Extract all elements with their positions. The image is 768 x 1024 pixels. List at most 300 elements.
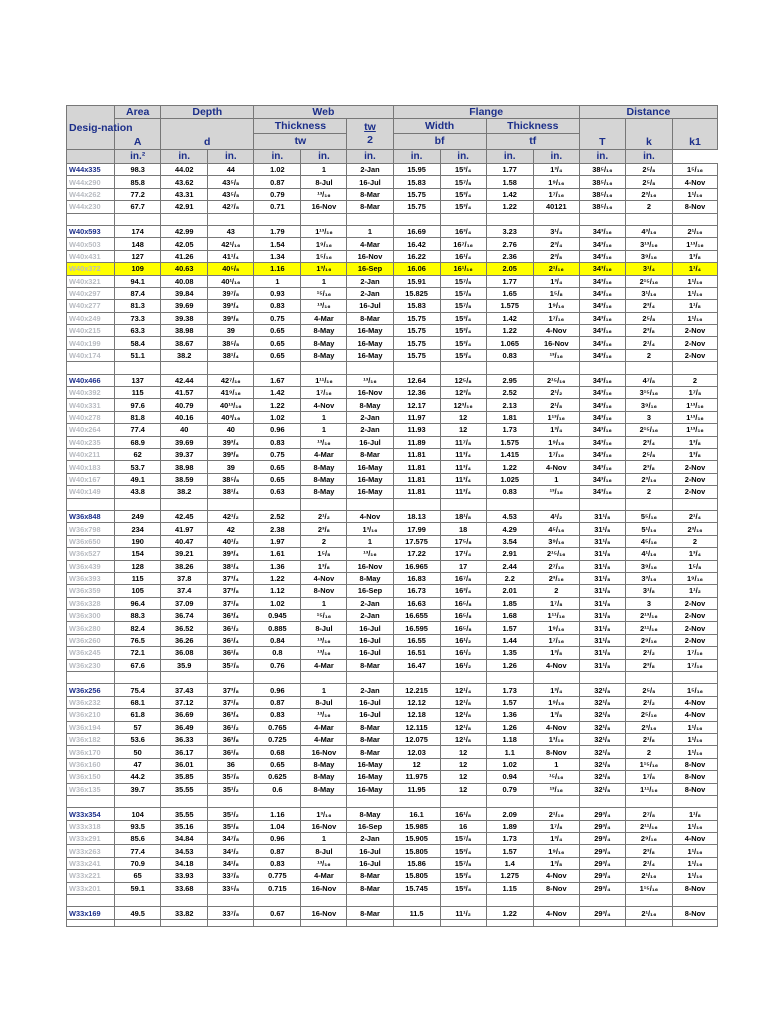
designation-cell: W40x297: [67, 287, 115, 299]
value-cell: 1³/₈: [533, 647, 579, 659]
table-row: [67, 907, 718, 919]
value-cell: 16-Nov: [301, 907, 347, 919]
value-cell: 36.01: [161, 758, 208, 770]
value-cell: 4¹/₂: [533, 510, 579, 522]
value-cell: 16.47: [393, 659, 440, 671]
value-cell: 39: [208, 461, 254, 473]
value-cell: 16-May: [347, 486, 393, 498]
empty-cell: [161, 895, 208, 907]
value-cell: 148: [115, 238, 161, 250]
value-cell: 4.29: [486, 523, 533, 535]
value-cell: 16¹/₄: [440, 250, 486, 262]
value-cell: 2⁷/₈: [625, 808, 672, 820]
value-cell: 2-Jan: [347, 833, 393, 845]
value-cell: 0.63: [254, 486, 301, 498]
designation-cell: W40x503: [67, 238, 115, 250]
designation-cell: W36x260: [67, 634, 115, 646]
value-cell: 2: [672, 374, 717, 386]
designation-cell: W40x431: [67, 250, 115, 262]
empty-cell: [393, 795, 440, 807]
value-cell: 0.87: [254, 845, 301, 857]
value-cell: 8-Nov: [672, 882, 717, 894]
empty-cell: [347, 498, 393, 510]
empty-cell: [208, 895, 254, 907]
value-cell: 1.04: [254, 820, 301, 832]
value-cell: 77.2: [115, 188, 161, 200]
value-cell: 1¹/₈: [672, 808, 717, 820]
value-cell: 2¹/₄: [625, 337, 672, 349]
value-cell: ¹³/₁₆: [301, 634, 347, 646]
value-cell: 8-May: [301, 337, 347, 349]
value-cell: 36: [208, 758, 254, 770]
value-cell: 36³/₄: [208, 610, 254, 622]
value-cell: 8-Jul: [301, 622, 347, 634]
empty-cell: [440, 795, 486, 807]
empty-cell: [208, 795, 254, 807]
value-cell: 16-May: [347, 349, 393, 361]
value-cell: 1.36: [254, 560, 301, 572]
value-cell: 32¹/₈: [579, 783, 625, 795]
designation-cell: W36x135: [67, 783, 115, 795]
value-cell: 1: [301, 684, 347, 696]
value-cell: 31¹/₈: [579, 510, 625, 522]
value-cell: 34³/₁₆: [579, 225, 625, 237]
value-cell: 11.95: [393, 783, 440, 795]
value-cell: 1¹³/₁₆: [672, 411, 717, 423]
empty-cell: [533, 213, 579, 225]
empty-cell: [579, 895, 625, 907]
designation-cell: W36x230: [67, 659, 115, 671]
value-cell: 16: [440, 820, 486, 832]
value-cell: 1: [301, 597, 347, 609]
value-cell: 0.71: [254, 201, 301, 213]
empty-cell: [115, 919, 161, 926]
spacer-row: [67, 213, 718, 225]
empty-cell: [625, 213, 672, 225]
value-cell: 15.75: [393, 325, 440, 337]
value-cell: 16-Jul: [347, 845, 393, 857]
value-cell: 4-Nov: [533, 325, 579, 337]
value-cell: 1⁷/₁₆: [533, 188, 579, 200]
empty-cell: [440, 672, 486, 684]
value-cell: 1.16: [254, 263, 301, 275]
value-cell: 16⁵/₈: [440, 597, 486, 609]
empty-cell: [486, 213, 533, 225]
table-row: [67, 387, 718, 399]
value-cell: 12.215: [393, 684, 440, 696]
value-cell: 81.3: [115, 300, 161, 312]
units-blank-cell: [67, 150, 115, 164]
value-cell: 3: [625, 597, 672, 609]
empty-cell: [486, 672, 533, 684]
value-cell: 3¹³/₁₆: [625, 238, 672, 250]
value-cell: 29³/₄: [579, 857, 625, 869]
value-cell: 16⁷/₁₆: [440, 238, 486, 250]
designation-cell: W36x798: [67, 523, 115, 535]
empty-cell: [254, 362, 301, 374]
empty-cell: [672, 795, 717, 807]
value-cell: 11.975: [393, 771, 440, 783]
value-cell: 16-Nov: [533, 337, 579, 349]
value-cell: 1¹/₁₆: [672, 746, 717, 758]
value-cell: 33⁵/₈: [208, 882, 254, 894]
value-cell: 2-Nov: [672, 325, 717, 337]
value-cell: 8-May: [301, 461, 347, 473]
value-cell: 2³/₁₆: [672, 523, 717, 535]
table-row: [67, 634, 718, 646]
value-cell: 16.06: [393, 263, 440, 275]
value-cell: 18.13: [393, 510, 440, 522]
value-cell: 1.18: [486, 733, 533, 745]
value-cell: 12³/₁₆: [440, 399, 486, 411]
value-cell: 0.775: [254, 870, 301, 882]
value-cell: 36³/₈: [208, 733, 254, 745]
value-cell: 8-Mar: [347, 721, 393, 733]
value-cell: 1⁹/₁₆: [533, 176, 579, 188]
units-row: [67, 150, 718, 164]
value-cell: 1.73: [486, 833, 533, 845]
value-cell: 1: [301, 411, 347, 423]
value-cell: 31¹/₈: [579, 634, 625, 646]
value-cell: 34³/₁₆: [579, 473, 625, 485]
table-row: [67, 610, 718, 622]
empty-cell: [579, 795, 625, 807]
value-cell: 4-Nov: [301, 572, 347, 584]
value-cell: 34³/₁₆: [579, 424, 625, 436]
value-cell: 1³/₈: [672, 250, 717, 262]
value-cell: 1.22: [486, 907, 533, 919]
value-cell: 12¹/₈: [440, 709, 486, 721]
empty-cell: [533, 795, 579, 807]
table-row: [67, 845, 718, 857]
value-cell: 94.1: [115, 275, 161, 287]
value-cell: 3¹⁵/₁₆: [625, 387, 672, 399]
value-cell: 1¹¹/₁₆: [625, 783, 672, 795]
value-cell: 0.625: [254, 771, 301, 783]
value-cell: 50: [115, 746, 161, 758]
value-cell: 16.55: [393, 634, 440, 646]
value-cell: 39.69: [161, 436, 208, 448]
empty-cell: [347, 795, 393, 807]
value-cell: 105: [115, 585, 161, 597]
value-cell: 115: [115, 572, 161, 584]
value-cell: 2.36: [486, 250, 533, 262]
empty-cell: [115, 498, 161, 510]
value-cell: 1: [301, 424, 347, 436]
value-cell: 12: [440, 771, 486, 783]
value-cell: 35⁷/₈: [208, 659, 254, 671]
value-cell: 1³/₁₆: [347, 523, 393, 535]
value-cell: 40.16: [161, 411, 208, 423]
value-cell: 49.5: [115, 907, 161, 919]
table-row: [67, 399, 718, 411]
value-cell: 4.53: [486, 510, 533, 522]
value-cell: 1.02: [254, 411, 301, 423]
empty-cell: [625, 919, 672, 926]
value-cell: 40: [208, 424, 254, 436]
value-cell: 34.84: [161, 833, 208, 845]
value-cell: 73.3: [115, 312, 161, 324]
value-cell: 0.96: [254, 424, 301, 436]
designation-cell: W40x277: [67, 300, 115, 312]
value-cell: 32¹/₈: [579, 721, 625, 733]
value-cell: 1.12: [254, 585, 301, 597]
value-cell: 59.1: [115, 882, 161, 894]
value-cell: 34³/₁₆: [579, 238, 625, 250]
value-cell: 8-Mar: [347, 201, 393, 213]
value-cell: 72.1: [115, 647, 161, 659]
value-cell: 34³/₁₆: [579, 287, 625, 299]
empty-cell: [672, 498, 717, 510]
value-cell: 2³/₁₆: [625, 473, 672, 485]
value-cell: 37.09: [161, 597, 208, 609]
value-cell: 2.44: [486, 560, 533, 572]
empty-cell: [347, 213, 393, 225]
value-cell: 4-Nov: [533, 870, 579, 882]
designation-cell: W33x291: [67, 833, 115, 845]
value-cell: 1⁹/₁₆: [672, 572, 717, 584]
value-cell: 42¹/₂: [208, 510, 254, 522]
empty-cell: [486, 895, 533, 907]
empty-cell: [254, 672, 301, 684]
value-cell: 15.86: [393, 857, 440, 869]
value-cell: 16-Jul: [347, 647, 393, 659]
value-cell: 17.575: [393, 535, 440, 547]
empty-cell: [672, 362, 717, 374]
empty-cell: [208, 213, 254, 225]
value-cell: 16-May: [347, 783, 393, 795]
value-cell: 42.45: [161, 510, 208, 522]
value-cell: 16¹/₂: [440, 647, 486, 659]
value-cell: 39.38: [161, 312, 208, 324]
value-cell: 1.42: [486, 188, 533, 200]
value-cell: 1¹/₈: [672, 300, 717, 312]
value-cell: 51.1: [115, 349, 161, 361]
designation-cell: W40x183: [67, 461, 115, 473]
flange-thickness-label: Thickness: [486, 119, 579, 134]
empty-cell: [301, 895, 347, 907]
designation-cell: W36x393: [67, 572, 115, 584]
designation-header: Desig-nation: [67, 106, 115, 150]
value-cell: 8-Mar: [347, 746, 393, 758]
value-cell: 1.22: [254, 572, 301, 584]
table-row: [67, 486, 718, 498]
value-cell: 16-Sep: [347, 820, 393, 832]
value-cell: 40.08: [161, 275, 208, 287]
value-cell: 0.8: [254, 647, 301, 659]
value-cell: 39³/₄: [208, 300, 254, 312]
value-cell: 8-Jul: [301, 696, 347, 708]
designation-cell: W40x321: [67, 275, 115, 287]
value-cell: 63.3: [115, 325, 161, 337]
value-cell: 4⁷/₈: [625, 374, 672, 386]
value-cell: 1¹/₁₆: [672, 312, 717, 324]
value-cell: 34³/₁₆: [579, 436, 625, 448]
value-cell: 40121: [533, 201, 579, 213]
empty-cell: [67, 498, 115, 510]
value-cell: 37.43: [161, 684, 208, 696]
value-cell: 15³/₄: [440, 188, 486, 200]
value-cell: 1³/₈: [301, 560, 347, 572]
empty-cell: [440, 213, 486, 225]
table-row: [67, 597, 718, 609]
value-cell: 16-Jul: [347, 696, 393, 708]
value-cell: 1³/₄: [533, 424, 579, 436]
empty-cell: [301, 362, 347, 374]
value-cell: 31¹/₈: [579, 610, 625, 622]
value-cell: 1⁵/₈: [672, 560, 717, 572]
table-row: [67, 374, 718, 386]
value-cell: ¹³/₁₆: [301, 300, 347, 312]
value-cell: 1: [254, 275, 301, 287]
value-cell: 2: [625, 746, 672, 758]
value-cell: 41¹/₄: [208, 250, 254, 262]
value-cell: 1¹³/₁₆: [672, 399, 717, 411]
value-cell: 0.765: [254, 721, 301, 733]
empty-cell: [579, 362, 625, 374]
value-cell: 12: [440, 783, 486, 795]
value-cell: 38⁵/₁₆: [579, 188, 625, 200]
table-row: [67, 833, 718, 845]
value-cell: 1.73: [486, 684, 533, 696]
value-cell: 39.7: [115, 783, 161, 795]
value-cell: 1.42: [486, 312, 533, 324]
value-cell: 37.4: [161, 585, 208, 597]
value-cell: 16-Nov: [347, 387, 393, 399]
designation-cell: W36x280: [67, 622, 115, 634]
value-cell: 4⁵/₁₆: [533, 523, 579, 535]
value-cell: 2.2: [486, 572, 533, 584]
value-cell: 29³/₄: [579, 833, 625, 845]
value-cell: 128: [115, 560, 161, 572]
value-cell: 41.57: [161, 387, 208, 399]
value-cell: 16-May: [347, 337, 393, 349]
empty-cell: [115, 362, 161, 374]
value-cell: 35.85: [161, 771, 208, 783]
designation-cell: W40x249: [67, 312, 115, 324]
value-cell: 42: [208, 523, 254, 535]
value-cell: 34¹/₂: [208, 845, 254, 857]
empty-cell: [347, 672, 393, 684]
value-cell: 4-Nov: [672, 833, 717, 845]
value-cell: ¹³/₁₆: [533, 783, 579, 795]
empty-cell: [67, 362, 115, 374]
value-cell: 38⁵/₁₆: [579, 176, 625, 188]
value-cell: 11.89: [393, 436, 440, 448]
value-cell: 8-Jul: [301, 845, 347, 857]
designation-cell: W33x221: [67, 870, 115, 882]
value-cell: 1.065: [486, 337, 533, 349]
empty-cell: [301, 498, 347, 510]
value-cell: 0.79: [254, 188, 301, 200]
value-cell: 15.75: [393, 337, 440, 349]
value-cell: 38.26: [161, 560, 208, 572]
value-cell: 36³/₄: [208, 709, 254, 721]
value-cell: 29³/₄: [579, 870, 625, 882]
value-cell: 35⁷/₈: [208, 771, 254, 783]
value-cell: 33.82: [161, 907, 208, 919]
value-cell: 32¹/₈: [579, 758, 625, 770]
value-cell: 12³/₈: [440, 387, 486, 399]
value-cell: 61.8: [115, 709, 161, 721]
value-cell: 49.1: [115, 473, 161, 485]
value-cell: 1¹¹/₁₆: [533, 610, 579, 622]
value-cell: 3⁹/₁₆: [625, 560, 672, 572]
value-cell: 8-Mar: [347, 907, 393, 919]
spacer-row: [67, 498, 718, 510]
value-cell: 2³/₁₆: [533, 572, 579, 584]
value-cell: 15³/₄: [440, 349, 486, 361]
value-cell: 2⁷/₁₆: [533, 560, 579, 572]
empty-cell: [625, 362, 672, 374]
value-cell: 88.3: [115, 610, 161, 622]
table-row: [67, 411, 718, 423]
value-cell: 3.54: [486, 535, 533, 547]
value-cell: 1.68: [486, 610, 533, 622]
value-cell: 16-Nov: [301, 201, 347, 213]
value-cell: 2⁵/₈: [625, 312, 672, 324]
value-cell: 1.22: [486, 201, 533, 213]
empty-cell: [486, 795, 533, 807]
value-cell: 15³/₄: [440, 337, 486, 349]
value-cell: 0.83: [486, 486, 533, 498]
table-row: [67, 572, 718, 584]
designation-cell: W36x245: [67, 647, 115, 659]
table-row: [67, 523, 718, 535]
value-cell: 77.4: [115, 424, 161, 436]
value-cell: 1³/₈: [672, 448, 717, 460]
value-cell: 0.65: [254, 461, 301, 473]
value-cell: 12.115: [393, 721, 440, 733]
value-cell: ¹³/₁₆: [301, 436, 347, 448]
value-cell: 4-Nov: [533, 659, 579, 671]
value-cell: 32¹/₈: [579, 684, 625, 696]
value-cell: 2-Nov: [672, 597, 717, 609]
value-cell: 29³/₄: [579, 907, 625, 919]
value-cell: 11¹/₂: [440, 907, 486, 919]
value-cell: 16⁵/₈: [440, 610, 486, 622]
web-header: Web: [254, 106, 393, 119]
value-cell: 1⁷/₁₆: [533, 634, 579, 646]
value-cell: 34.18: [161, 857, 208, 869]
value-cell: 2¹/₂: [301, 510, 347, 522]
value-cell: 2.91: [486, 548, 533, 560]
value-cell: 31¹/₈: [579, 523, 625, 535]
designation-cell: W36x210: [67, 709, 115, 721]
value-cell: 1⁷/₁₆: [672, 647, 717, 659]
value-cell: 31¹/₈: [579, 572, 625, 584]
value-cell: 4-Nov: [533, 907, 579, 919]
value-cell: 15.75: [393, 188, 440, 200]
value-cell: 1.85: [486, 597, 533, 609]
designation-cell: W40x199: [67, 337, 115, 349]
value-cell: ¹⁵/₁₆: [301, 287, 347, 299]
designation-cell: W36x848: [67, 510, 115, 522]
value-cell: 34³/₁₆: [579, 486, 625, 498]
value-cell: 1.275: [486, 870, 533, 882]
designation-cell: W40x331: [67, 399, 115, 411]
value-cell: 1³/₁₆: [301, 808, 347, 820]
value-cell: 2-Nov: [672, 610, 717, 622]
designation-cell: W36x150: [67, 771, 115, 783]
value-cell: 2.95: [486, 374, 533, 386]
designation-cell: W33x318: [67, 820, 115, 832]
value-cell: ¹³/₁₆: [301, 709, 347, 721]
value-cell: 16¹/₈: [440, 808, 486, 820]
value-cell: 2.01: [486, 585, 533, 597]
table-row: [67, 263, 718, 275]
area-symbol: A: [115, 119, 161, 150]
